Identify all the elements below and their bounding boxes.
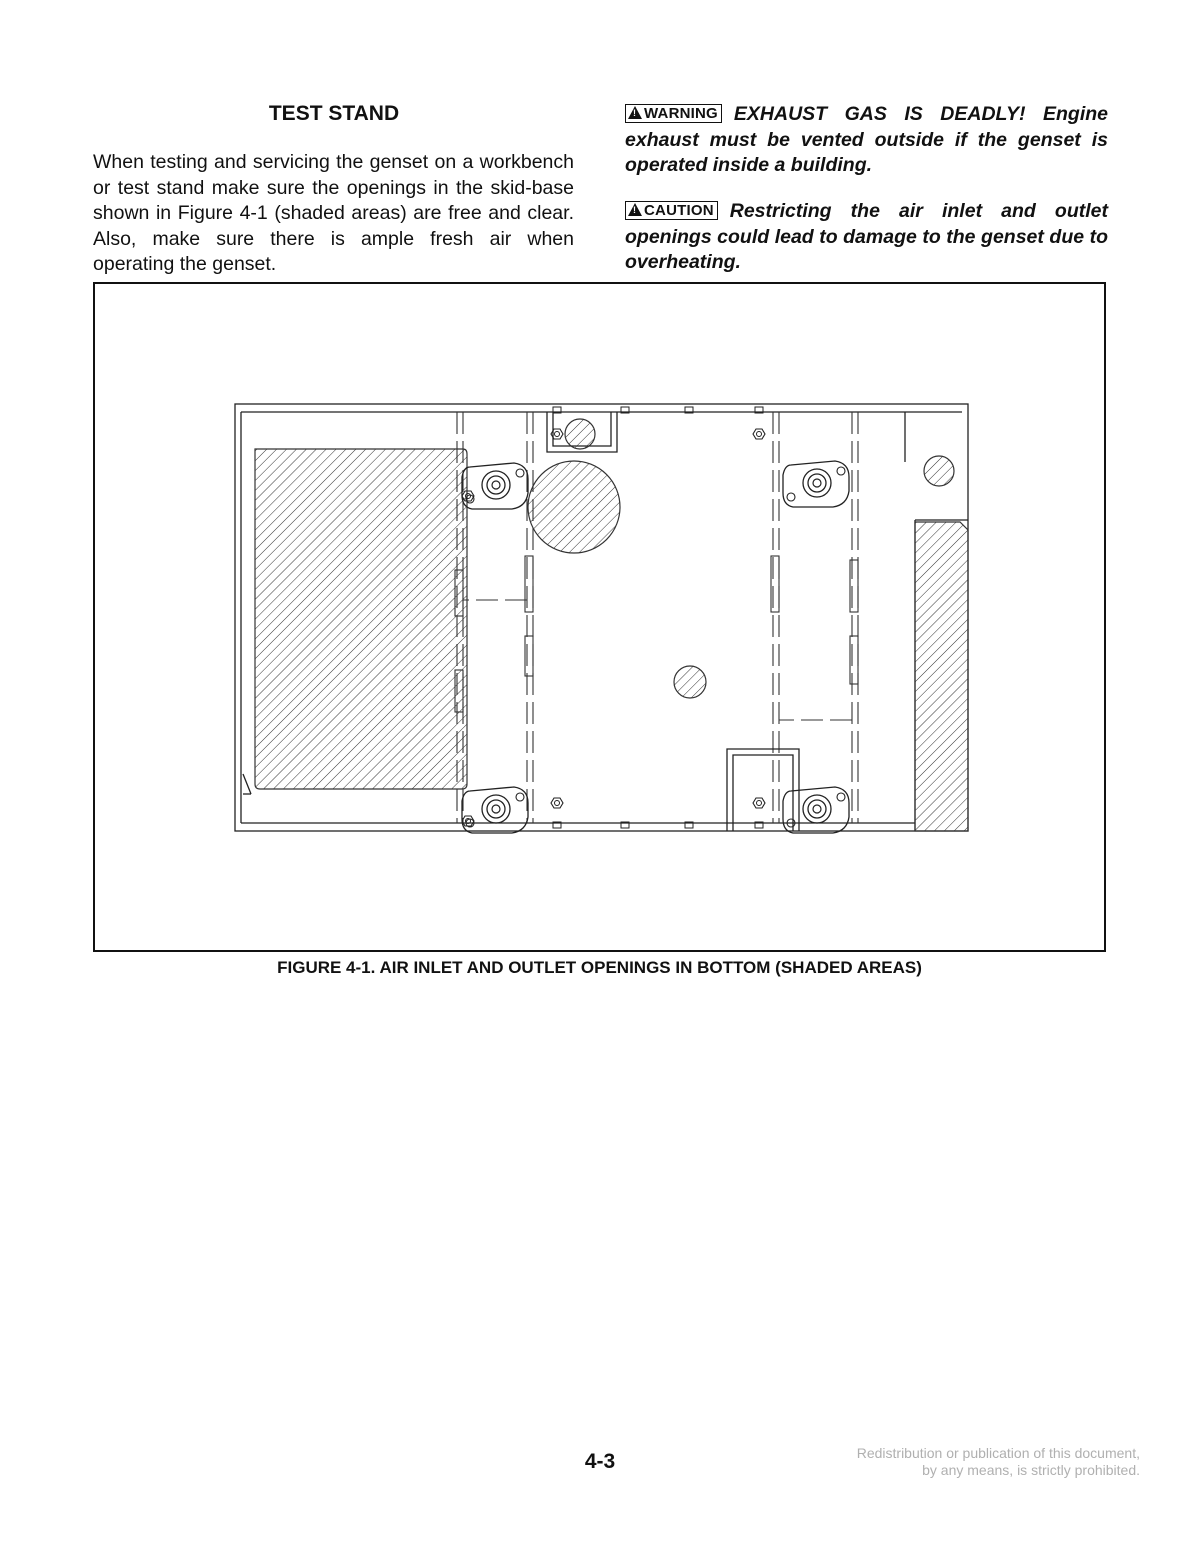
caution-label-text: CAUTION [644, 202, 714, 219]
frame-rails [457, 412, 858, 823]
section-heading: TEST STAND [268, 102, 400, 125]
caution-triangle-icon [628, 203, 642, 216]
warning-triangle-icon [628, 106, 642, 119]
redistribution-notice [857, 1445, 1140, 1479]
warning-text: EXHAUST GAS IS DEADLY! Engine exhaust must be vented outside if the genset is operated inside a building. [625, 103, 1108, 176]
air-opening-left [255, 449, 467, 789]
fasteners [462, 407, 765, 828]
caution-notice [625, 199, 1108, 276]
skid-base-drawing [95, 284, 1104, 950]
redistribution-notice-line2: by any means, is strictly prohibited. [922, 1462, 1140, 1478]
air-opening-center-round [674, 666, 706, 698]
air-openings [255, 419, 968, 831]
air-opening-right [915, 522, 968, 831]
figure-caption: FIGURE 4-1. AIR INLET AND OUTLET OPENINGS IN BOTTOM (SHADED AREAS) [277, 958, 922, 977]
redistribution-notice-line1: Redistribution or publication of this document, [856, 1445, 1140, 1461]
page-number: 4-3 [584, 1450, 616, 1473]
air-opening-top-round [565, 419, 595, 449]
rail-slots [455, 556, 858, 712]
section-body-text: When testing and servicing the genset on a workbench or test stand make sure the openings in the skid-base shown in Figure 4-1 (shaded areas) are free and clear. Also, make sure there is ample fresh air when operating the genset. [93, 151, 574, 275]
air-opening-large-round [528, 461, 620, 553]
engine-mounts [462, 461, 849, 833]
warning-label [625, 104, 722, 123]
caution-label [625, 201, 718, 220]
air-opening-corner-round [924, 456, 954, 486]
warning-label-text: WARNING [644, 105, 718, 122]
warning-notice [625, 102, 1108, 179]
caution-text: Restricting the air inlet and outlet openings could lead to damage to the genset due to overheating. [625, 200, 1108, 273]
figure-frame [93, 282, 1106, 952]
